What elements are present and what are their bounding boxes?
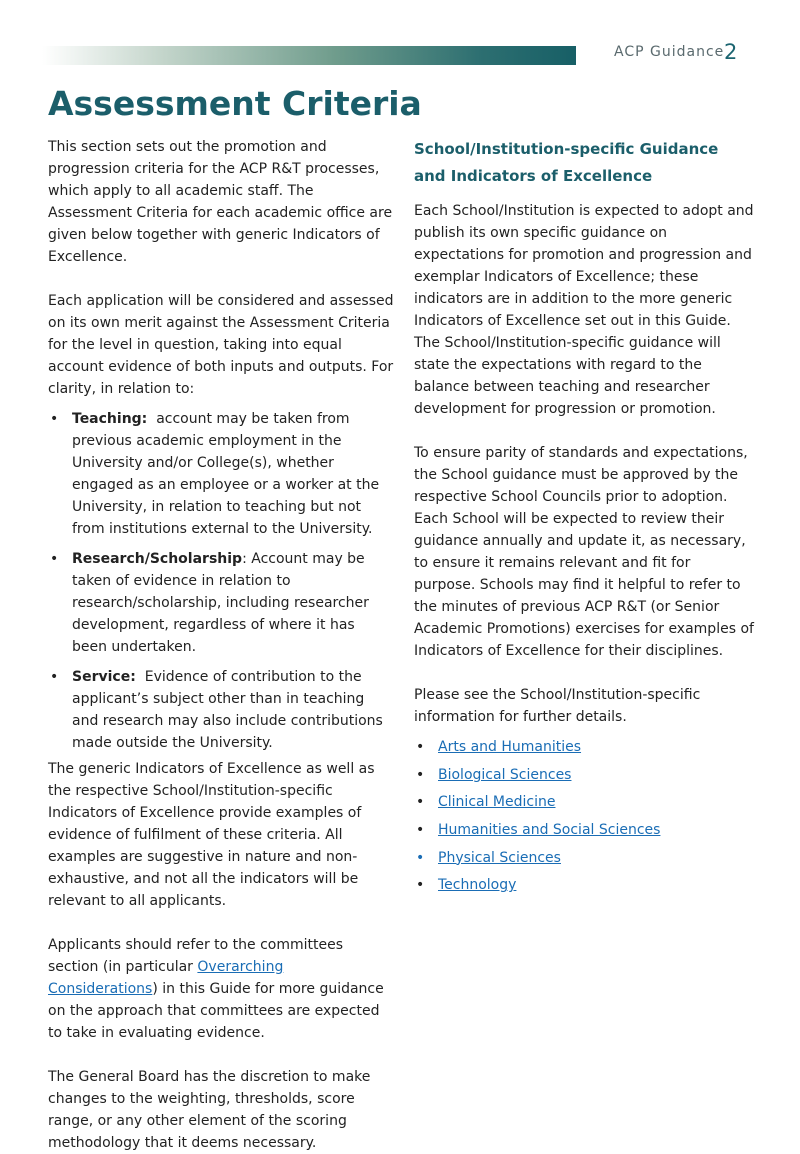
- section-heading: School/Institution-specific Guidance and Indicators of Excellence: [414, 140, 719, 185]
- general-board-paragraph: The General Board has the discretion to make changes to the weighting, thresholds, score range, or any other element of the scoring methodology that it deems necessary.: [48, 1069, 371, 1151]
- left-column: [48, 136, 394, 1154]
- list-item-service: [48, 666, 394, 754]
- link-arts-and-humanities[interactable]: Arts and Humanities: [438, 739, 582, 755]
- bullet-icon: •: [50, 551, 59, 567]
- clarity-paragraph: Each application will be considered and assessed on its own merit against the Assessment Criteria for the level in question, taking into equal account evidence of both inputs and outputs. For clarity, in relation to:: [48, 293, 394, 397]
- list-item: [414, 736, 754, 764]
- committees-paragraph: [48, 934, 394, 1044]
- bullet-icon: •: [416, 822, 425, 839]
- page-title: Assessment Criteria: [48, 84, 422, 123]
- bullet-icon: •: [50, 669, 59, 685]
- right-column: [414, 136, 754, 902]
- list-item: [414, 874, 754, 902]
- link-humanities-and-social-sciences[interactable]: Humanities and Social Sciences: [438, 822, 661, 839]
- criteria-list: [48, 408, 394, 754]
- list-item: [414, 819, 754, 847]
- see-details-paragraph: Please see the School/Institution-specific information for further details.: [414, 687, 701, 725]
- list-item-teaching: [48, 408, 394, 540]
- link-biological-sciences[interactable]: Biological Sciences: [438, 766, 572, 783]
- service-description: Evidence of contribution to the applicant’s subject other than in teaching and research may also include contributions made outside the University.: [72, 669, 383, 751]
- list-item: [414, 847, 754, 875]
- running-title: ACP Guidance: [614, 44, 725, 60]
- bullet-icon: •: [416, 849, 425, 866]
- bullet-icon: •: [416, 877, 425, 894]
- link-physical-sciences[interactable]: Physical Sciences: [438, 849, 561, 866]
- list-item: [414, 764, 754, 792]
- bullet-icon: •: [50, 411, 59, 427]
- term-service: Service:: [72, 669, 136, 685]
- bullet-icon: •: [416, 766, 425, 783]
- bullet-icon: •: [416, 794, 425, 811]
- link-clinical-medicine[interactable]: Clinical Medicine: [438, 794, 556, 811]
- overarching-considerations-link[interactable]: Overarching Considerations: [48, 959, 284, 997]
- school-links-list: [414, 736, 754, 902]
- teaching-description: account may be taken from previous academic employment in the University and/or College(s), whether engaged as an employee or a worker at the University, in relation to teaching but not from institutions external to the University.: [72, 411, 380, 537]
- page-number: 2: [724, 40, 738, 64]
- link-technology[interactable]: Technology: [438, 877, 517, 894]
- list-item: [414, 791, 754, 819]
- committees-text-before: Applicants should refer to the committees section (in particular: [48, 937, 344, 975]
- header-gradient-bar: [42, 46, 576, 65]
- committees-text-after: ) in this Guide for more guidance on the approach that committees are expected to take in evaluating evidence.: [48, 981, 384, 1041]
- intro-paragraph: This section sets out the promotion and progression criteria for the ACP R&T processes, which apply to all academic staff. The Assessment Criteria for each academic office are given below together with generic Indicators of Excellence.: [48, 139, 393, 265]
- bullet-icon: •: [416, 739, 425, 755]
- term-research: Research/Scholarship: [72, 551, 243, 567]
- parity-paragraph: To ensure parity of standards and expectations, the School guidance must be approved by the respective School Councils prior to adoption. Each School will be expected to review their guidance annually and update it, as necessary, to ensure it remains relevant and fit for purpose. Schools may find it helpful to refer to the minutes of previous ACP R&T (or Senior Academic Promotions) exercises for examples of Indicators of Excellence for their disciplines.: [414, 445, 754, 659]
- research-description: : Account may be taken of evidence in relation to research/scholarship, including researcher development, regardless of where it has been undertaken.: [72, 551, 369, 655]
- list-item-research: [48, 548, 394, 658]
- school-guidance-paragraph: Each School/Institution is expected to adopt and publish its own specific guidance on expectations for promotion and progression and exemplar Indicators of Excellence; these indicators are in addition to the more generic Indicators of Excellence set out in this Guide. The School/Institution-specific guidance will state the expectations with regard to the balance between teaching and researcher development for progression or promotion.: [414, 203, 754, 417]
- term-teaching: Teaching:: [72, 411, 148, 427]
- indicators-paragraph: The generic Indicators of Excellence as well as the respective School/Institution-specific Indicators of Excellence provide examples of evidence of fulfilment of these criteria. All examples are suggestive in nature and non-exhaustive, and not all the indicators will be relevant to all applicants.: [48, 761, 375, 909]
